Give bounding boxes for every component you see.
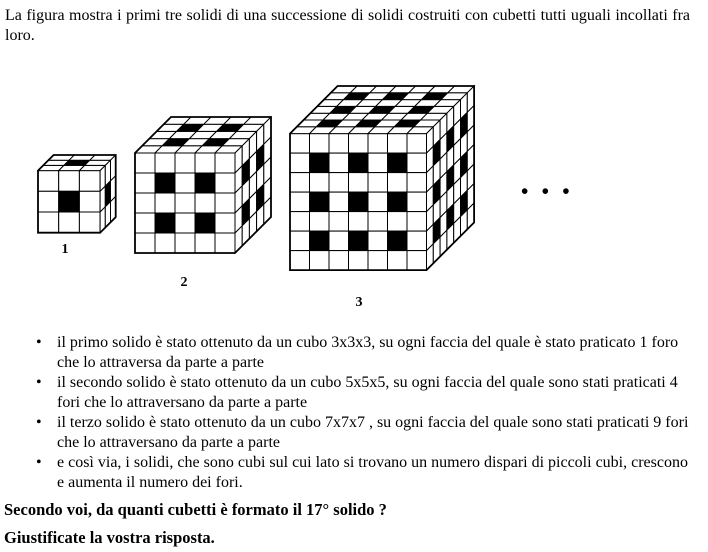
solid-1-label: 1 bbox=[61, 242, 69, 257]
solids-figure bbox=[0, 46, 708, 333]
solid-3-label: 3 bbox=[355, 295, 363, 310]
bullet-item-1: • il primo solido è stato ottenuto da un cubo 3x3x3, su ogni faccia del quale è stato praticato 1 foro che lo attraversa da parte a parte bbox=[57, 333, 690, 373]
question-line: Secondo voi, da quanti cubetti è formato il 17° solido ? bbox=[4, 500, 387, 519]
solid-2-drawing bbox=[133, 115, 273, 255]
solid-2-label: 2 bbox=[180, 275, 188, 290]
bullet-item-2: • il secondo solido è stato ottenuto da un cubo 5x5x5, su ogni faccia del quale sono stati praticati 4 fori che lo attraversano da parte a parte bbox=[57, 373, 690, 413]
intro-paragraph: La figura mostra i primi tre solidi di una successione di solidi costruiti con cubetti tutti uguali incollati fra loro. bbox=[5, 7, 690, 44]
bullet-item-3: • il terzo solido è stato ottenuto da un cubo 7x7x7 , su ogni faccia del quale sono stati praticati 9 fori che lo attraversano da parte a parte bbox=[57, 413, 690, 453]
bullet-list bbox=[0, 333, 690, 493]
solid-3-drawing bbox=[288, 84, 476, 272]
solid-1-drawing bbox=[36, 153, 118, 235]
ellipsis-dots: • • • bbox=[521, 179, 574, 203]
bullet-item-4: • e così via, i solidi, che sono cubi sul cui lato si trovano un numero dispari di piccoli cubi, crescono e aumenta il numero dei fori. bbox=[57, 453, 690, 493]
justify-prompt: Giustificate la vostra risposta. bbox=[4, 528, 215, 547]
